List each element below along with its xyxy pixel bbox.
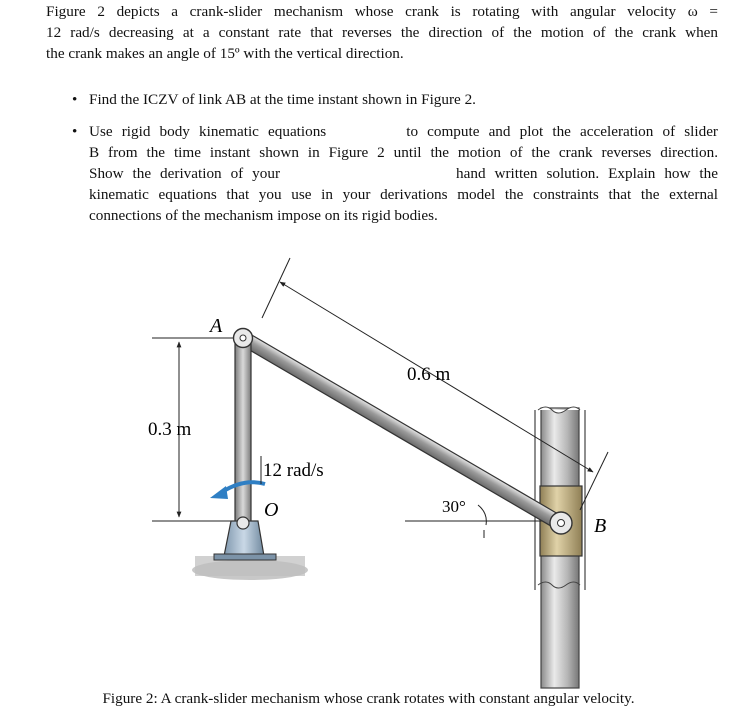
bullet-line: kinematic equations that you use in your derivations model the constraints that the external xyxy=(89,186,718,203)
bullet-text-segment: Use rigid body kinematic equations xyxy=(89,123,327,140)
crank-oa xyxy=(235,338,251,523)
figure-caption: Figure 2: A crank-slider mechanism whose crank rotates with constant angular velocity. xyxy=(102,690,635,707)
pedestal-base xyxy=(214,554,276,560)
bullet-text-segment: Show the derivation of your xyxy=(89,165,281,182)
bullet-line: B from the time instant shown in Figure 2 until the motion of the crank reverses direction. xyxy=(89,144,718,161)
bullet-text-segment: to compute and plot the acceleration of slider xyxy=(406,123,718,140)
label-o: O xyxy=(264,499,279,521)
dimension-extension xyxy=(262,258,290,318)
bullet-iczv-text: Find the ICZV of link AB at the time instant shown in Figure 2. xyxy=(89,91,476,108)
label-a: A xyxy=(210,315,223,337)
pin-o xyxy=(237,517,249,529)
intro-line: Figure 2 depicts a crank-slider mechanism whose crank is rotating with angular velocity ω = xyxy=(46,3,718,20)
pin-b-center xyxy=(558,520,565,527)
angle-arc xyxy=(478,505,486,525)
pin-a-center xyxy=(240,335,246,341)
dimension-height-label: 0.3 m xyxy=(148,419,192,440)
bullet-line: connections of the mechanism impose on its rigid bodies. xyxy=(89,207,438,224)
intro-line: 12 rad/s decreasing at a constant rate that reverses the direction of the motion of the crank when xyxy=(46,24,718,41)
connecting-rod-ab xyxy=(239,332,565,530)
dimension-extension xyxy=(580,452,608,510)
intro-line: the crank makes an angle of 15º with the vertical direction. xyxy=(46,45,404,62)
bullet-marker: • xyxy=(72,123,78,140)
label-b: B xyxy=(594,515,607,537)
dimension-length-label: 0.6 m xyxy=(407,364,451,385)
angle-label: 30° xyxy=(442,497,466,516)
bullet-text-segment: hand written solution. Explain how the xyxy=(456,165,718,182)
bullet-marker: • xyxy=(72,91,78,108)
angular-velocity-arrowhead xyxy=(210,486,228,499)
angular-velocity-label: 12 rad/s xyxy=(263,460,324,481)
